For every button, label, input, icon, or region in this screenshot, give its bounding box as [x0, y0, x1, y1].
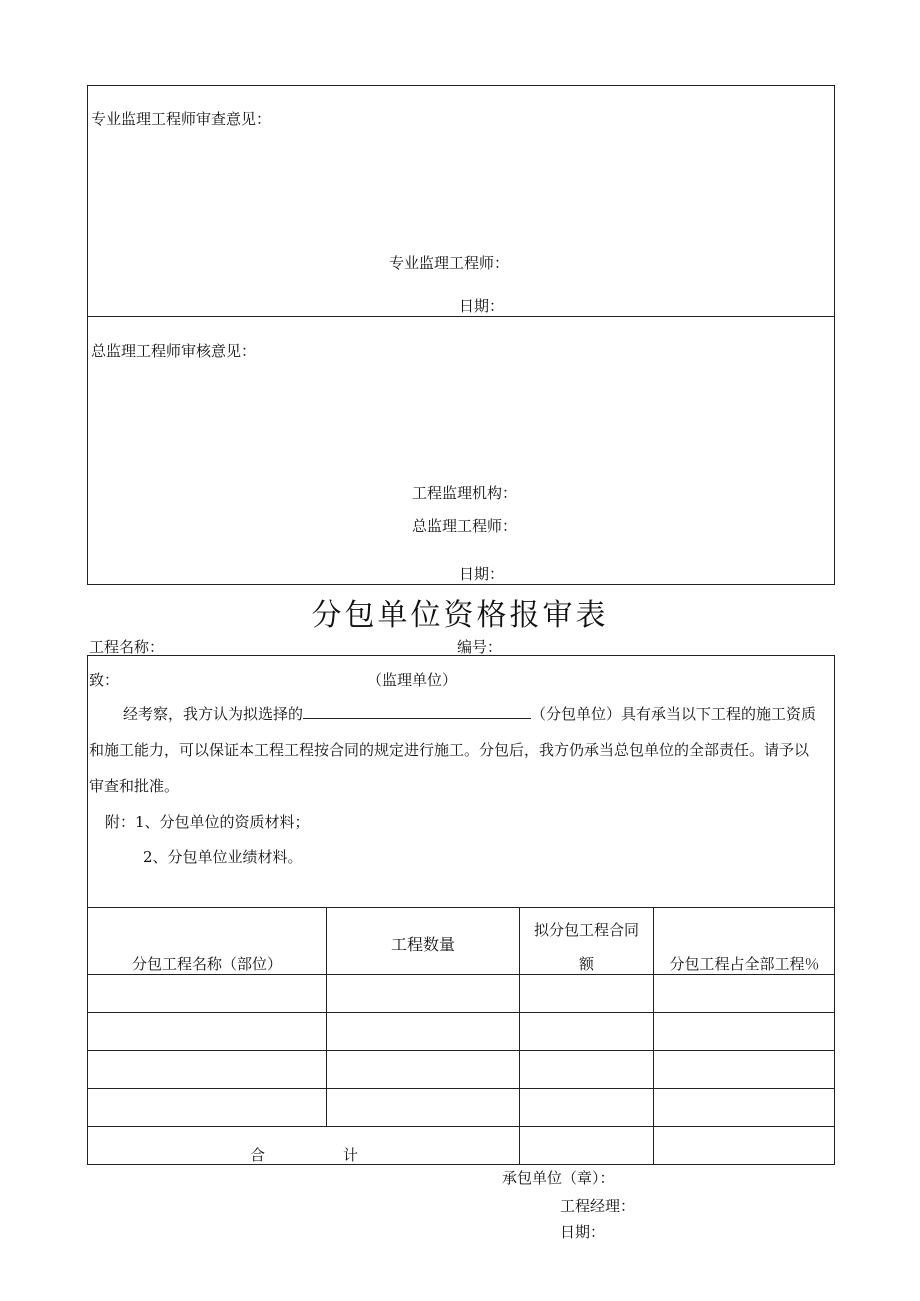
total-label-he: 合 [250, 1146, 266, 1164]
table-col-line [519, 907, 520, 1165]
header-quantity: 工程数量 [390, 935, 455, 954]
chief-engineer-label: 总监理工程师： [412, 517, 518, 535]
chief-date-label: 日期： [459, 565, 505, 583]
supervision-org-label: 工程监理机构： [412, 484, 518, 502]
table-row-line [87, 1012, 835, 1013]
letter-paragraph [89, 696, 819, 804]
header-subcontract-name: 分包工程名称（部位） [131, 955, 282, 973]
subcontractor-blank [303, 704, 531, 719]
footer-date-label: 日期： [560, 1223, 606, 1241]
header-contract-amount-line1: 拟分包工程合同 [533, 921, 639, 939]
header-contract-amount-line2: 额 [578, 955, 594, 973]
specialist-date-label: 日期： [459, 297, 505, 315]
table-row-line [87, 1088, 835, 1089]
total-label-ji: 计 [343, 1146, 359, 1164]
to-label: 致： [89, 671, 120, 689]
letter-paragraph-rest: （分包单位）具有承当以下工程的施工资质和施工能力，可以保证本工程工程按合同的规定进行施工。分包后，我方仍承当总包单位的全部责任。请予以审查和批准。 [89, 705, 817, 795]
project-manager-label: 工程经理： [560, 1197, 636, 1215]
supervisor-unit-label: （监理单位） [367, 671, 458, 689]
header-percentage: 分包工程占全部工程％ [669, 955, 820, 973]
attachment-2: 2、分包单位业绩材料。 [143, 848, 303, 866]
form-title: 分包单位资格报审表 [311, 598, 609, 633]
table-col-line [653, 907, 654, 1165]
contractor-seal-label: 承包单位（章）： [502, 1169, 615, 1187]
number-label: 编号： [457, 638, 503, 656]
chief-opinion-label: 总监理工程师审核意见： [91, 342, 257, 360]
table-row-line [87, 1050, 835, 1051]
table-top-line [87, 907, 835, 908]
project-name-label: 工程名称： [89, 638, 165, 656]
attachment-1: 附：1、分包单位的资质材料； [105, 813, 310, 831]
specialist-opinion-label: 专业监理工程师审查意见： [91, 110, 272, 128]
letter-paragraph-start: 经考察，我方认为拟选择的 [123, 705, 304, 723]
specialist-engineer-label: 专业监理工程师： [389, 254, 510, 272]
table-header-bottom [87, 974, 835, 975]
table-row-line [87, 1126, 835, 1127]
